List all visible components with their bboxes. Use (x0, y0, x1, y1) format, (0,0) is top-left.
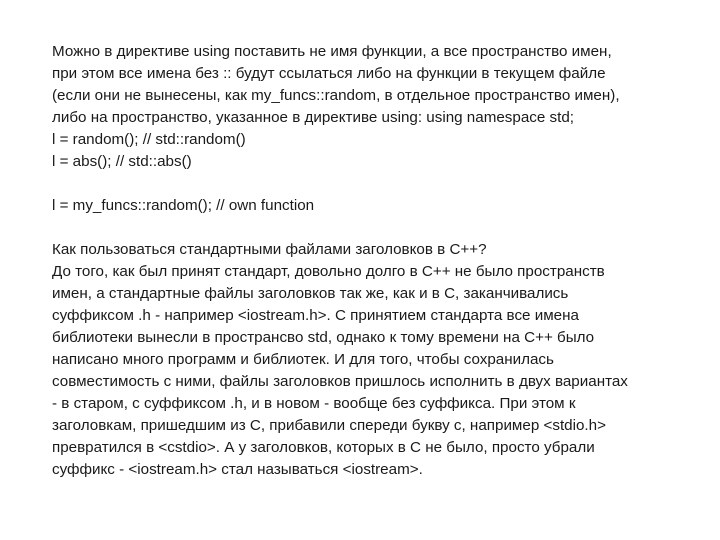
blank-line (52, 217, 682, 239)
text-line: заголовкам, пришедшим из С, прибавили спереди букву c, например <stdio.h> (52, 417, 606, 434)
text-line: совместимость с ними, файлы заголовков пришлось исполнить в двух вариантах (52, 373, 628, 390)
document-page (52, 41, 682, 481)
code-line: l = abs(); // std::abs() (52, 153, 192, 170)
question-heading: Как пользоваться стандартными файлами заголовков в С++? (52, 241, 487, 258)
code-line: l = my_funcs::random(); // own function (52, 197, 315, 214)
text-line: - в старом, с суффиксом .h, и в новом - вообще без суффикса. При этом к (52, 395, 576, 412)
text-line: библиотеки вынесли в пространсво std, однако к тому времени на С++ было (52, 329, 595, 346)
text-line: имен, а стандартные файлы заголовков так же, как и в С, заканчивались (52, 285, 569, 302)
blank-line (52, 173, 682, 195)
text-line: написано много программ и библиотек. И для того, чтобы сохранилась (52, 351, 554, 368)
text-line: при этом все имена без :: будут ссылаться либо на функции в текущем файле (52, 65, 606, 82)
text-line: суффикс - <iostream.h> стал называться <iostream>. (52, 461, 423, 478)
text-line: либо на пространство, указанное в директиве using: using namespace std; (52, 109, 575, 126)
text-line: Можно в директиве using поставить не имя функции, а все пространство имен, (52, 43, 612, 60)
text-line: До того, как был принят стандарт, довольно долго в С++ не было пространств (52, 263, 605, 280)
text-line: суффиксом .h - например <iostream.h>. С принятием стандарта все имена (52, 307, 579, 324)
code-line: l = random(); // std::random() (52, 131, 246, 148)
text-line: (если они не вынесены, как my_funcs::random, в отдельное пространство имен), (52, 87, 620, 104)
text-line: превратился в <cstdio>. А у заголовков, которых в С не было, просто убрали (52, 439, 595, 456)
